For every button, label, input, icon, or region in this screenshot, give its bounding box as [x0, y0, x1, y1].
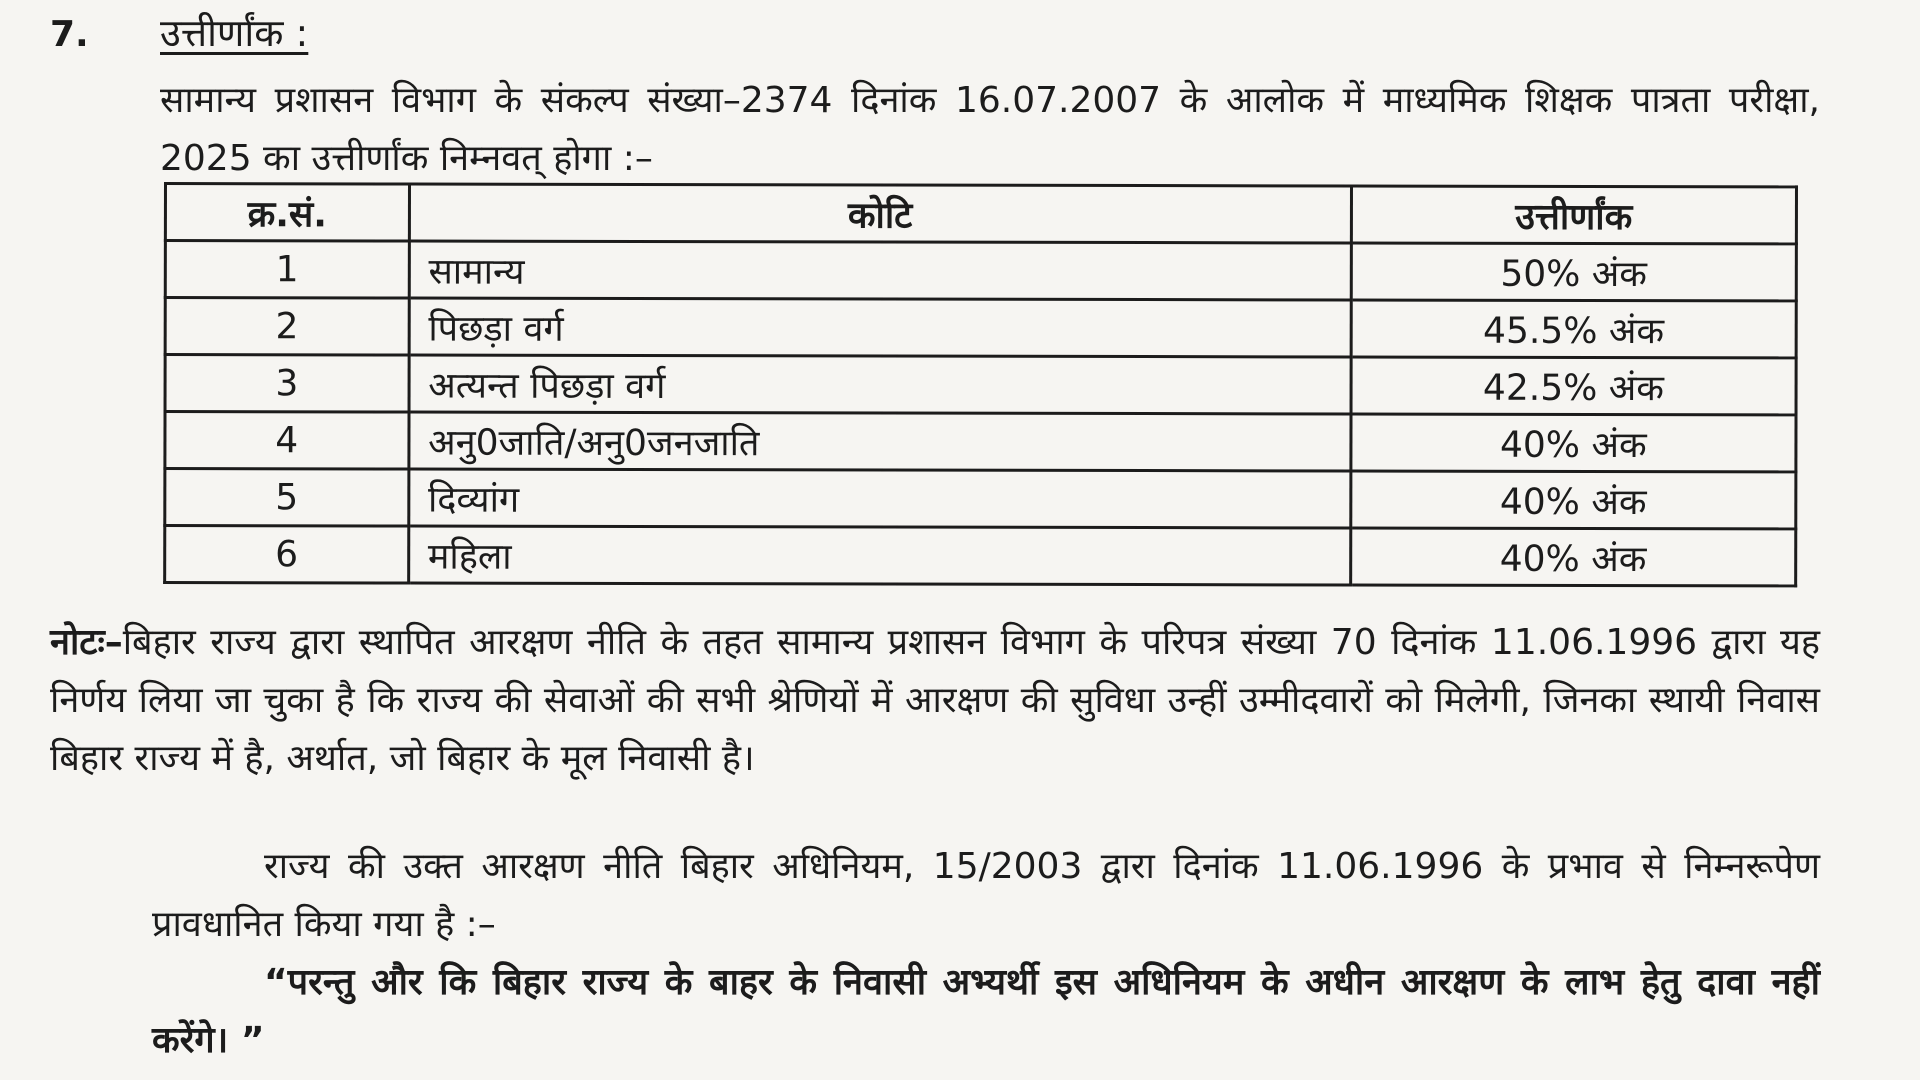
- table-row: [165, 355, 1796, 415]
- intro-paragraph: सामान्य प्रशासन विभाग के संकल्प संख्या–2374 दिनांक 16.07.2007 के आलोक में माध्यमिक शिक्षक पात्रता परीक्षा, 2025 का उत्तीर्णांक निम्नवत् होगा :–: [160, 80, 1820, 179]
- row-category: अत्यन्त पिछड़ा वर्ग: [409, 355, 1351, 414]
- row-serial: 6: [165, 526, 409, 584]
- row-serial: 2: [165, 298, 409, 356]
- table-row: [165, 241, 1796, 301]
- row-category: दिव्यांग: [408, 469, 1350, 528]
- act-paragraph: राज्य की उक्त आरक्षण नीति बिहार अधिनियम, 15/2003 द्वारा दिनांक 11.06.1996 के प्रभाव से निम्नरूपेण प्रावधानित किया गया है :–: [152, 846, 1820, 945]
- section-title: उत्तीर्णांक :: [160, 11, 309, 55]
- row-marks: 40% अंक: [1350, 528, 1795, 586]
- note-paragraph: [50, 614, 1820, 788]
- row-marks: 45.5% अंक: [1351, 300, 1796, 358]
- cutoff-marks-table: [163, 182, 1798, 587]
- row-marks: 50% अंक: [1351, 243, 1796, 301]
- row-serial: 1: [165, 241, 409, 299]
- row-category: सामान्य: [409, 241, 1351, 300]
- section-number: 7.: [50, 14, 89, 55]
- note-text: बिहार राज्य द्वारा स्थापित आरक्षण नीति के तहत सामान्य प्रशासन विभाग के परिपत्र संख्या 70 दिनांक 11.06.1996 द्वारा यह निर्णय लिया जा चुका है कि राज्य की सेवाओं की सभी श्रेणियों में आरक्षण की सुविधा उन्हीं उम्मीदवारों को मिलेगी, जिनका स्थायी निवास बिहार राज्य में है, अर्थात, जो बिहार के मूल निवासी है।: [50, 622, 1820, 779]
- header-marks: उत्तीर्णांक: [1351, 186, 1796, 244]
- table-row: [165, 298, 1796, 358]
- row-category: महिला: [408, 526, 1350, 585]
- row-marks: 40% अंक: [1351, 471, 1796, 529]
- row-serial: 5: [165, 469, 409, 527]
- row-marks: 40% अंक: [1351, 414, 1796, 472]
- header-serial: क्र.सं.: [165, 184, 409, 242]
- row-category: पिछड़ा वर्ग: [409, 298, 1351, 357]
- table-row: [165, 469, 1796, 529]
- act-quote: “परन्तु और कि बिहार राज्य के बाहर के निवासी अभ्यर्थी इस अधिनियम के अधीन आरक्षण के लाभ हेतु दावा नहीं करेंगे। ”: [152, 962, 1820, 1061]
- row-serial: 4: [165, 412, 409, 470]
- table-header-row: [165, 184, 1796, 244]
- row-category: अनु0जाति/अनु0जनजाति: [409, 412, 1351, 471]
- header-category: कोटि: [409, 184, 1351, 243]
- table-row: [165, 526, 1796, 586]
- row-marks: 42.5% अंक: [1351, 357, 1796, 415]
- table-row: [165, 412, 1796, 472]
- note-label: नोटः–: [50, 622, 123, 663]
- row-serial: 3: [165, 355, 409, 413]
